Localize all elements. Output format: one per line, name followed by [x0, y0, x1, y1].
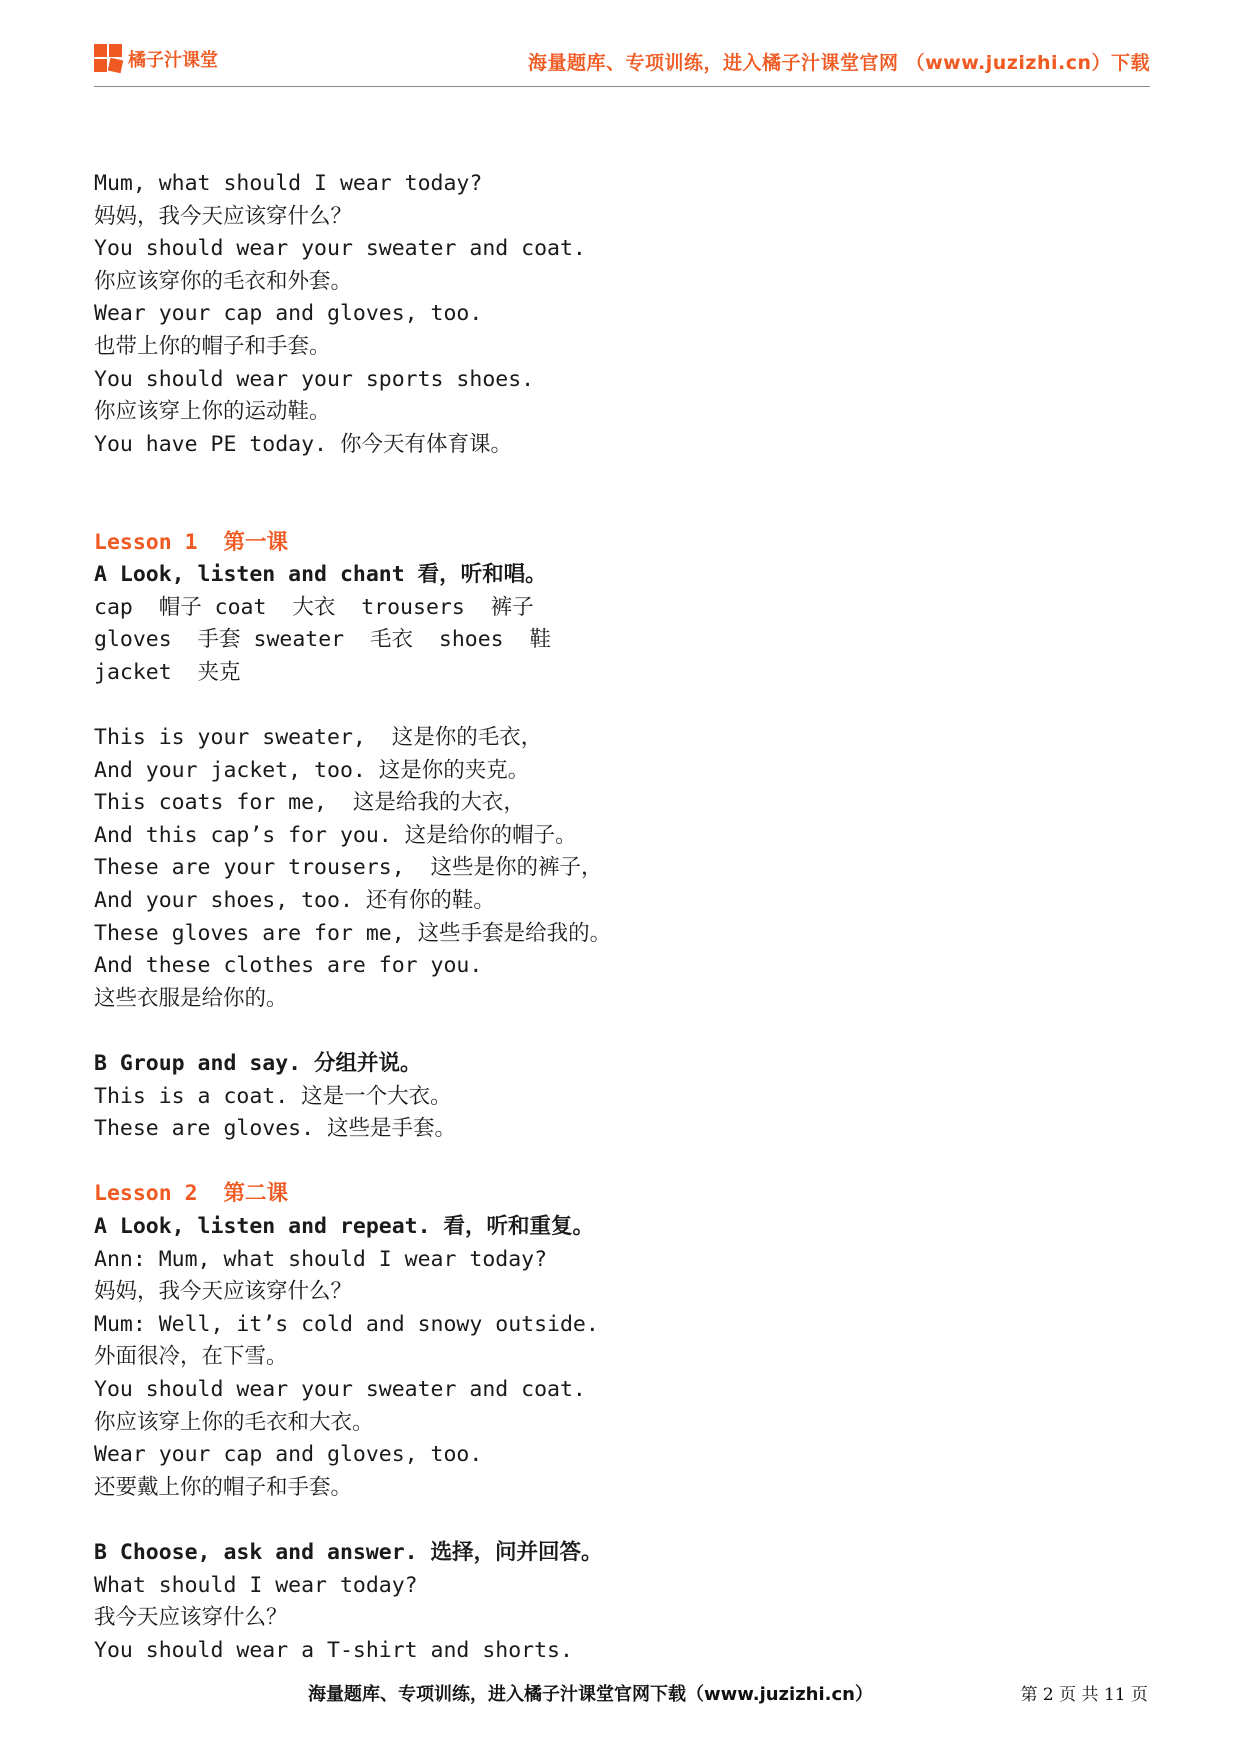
blank-line — [94, 1146, 1144, 1179]
text-line: cap 帽子 coat 大衣 trousers 裤子 — [94, 594, 534, 620]
text-line: 你应该穿你的毛衣和外套。 — [94, 268, 353, 294]
text-line: This coats for me, 这是给我的大衣， — [94, 790, 525, 816]
text-line: Mum, what should I wear today? — [94, 171, 483, 196]
text-line: These are your trousers, 这些是你的裤子， — [94, 855, 603, 881]
section-heading: A Look, listen and repeat. 看，听和重复。 — [94, 1214, 594, 1239]
lesson-heading: Lesson 2 第二课 — [94, 1181, 288, 1207]
text-line: 这些衣服是给你的。 — [94, 985, 288, 1011]
lesson-heading: Lesson 1 第一课 — [94, 529, 288, 555]
header-slogan: 海量题库、专项训练，进入橘子汁课堂官网 （www.juzizhi.cn）下载 — [528, 52, 1150, 74]
section-heading: B Group and say. 分组并说。 — [94, 1051, 422, 1077]
blank-line — [94, 461, 1144, 494]
text-line: These are gloves. 这些是手套。 — [94, 1116, 456, 1142]
page-header — [94, 40, 1150, 87]
text-line: And this cap’s for you. 这是给你的帽子。 — [94, 822, 577, 848]
logo-text: 橘子汁课堂 — [128, 50, 218, 71]
text-line: jacket 夹克 — [94, 659, 241, 685]
blank-line — [94, 690, 1144, 723]
blank-line — [94, 1015, 1144, 1048]
text-line: 我今天应该穿什么？ — [94, 1605, 288, 1631]
text-line: Wear your cap and gloves, too. — [94, 1442, 483, 1468]
text-line: And these clothes are for you. — [94, 953, 483, 979]
text-line: 也带上你的帽子和手套。 — [94, 333, 331, 359]
text-line: This is a coat. 这是一个大衣。 — [94, 1083, 452, 1109]
text-line: 还要戴上你的帽子和手套。 — [94, 1474, 353, 1500]
text-line: 你应该穿上你的毛衣和大衣。 — [94, 1409, 374, 1435]
text-line: 外面很冷，在下雪。 — [94, 1344, 288, 1370]
text-line: 妈妈，我今天应该穿什么？ — [94, 203, 353, 229]
text-line: 妈妈，我今天应该穿什么？ — [94, 1279, 353, 1305]
text-line: gloves 手套 sweater 毛衣 shoes 鞋 — [94, 627, 551, 653]
text-line: What should I wear today? — [94, 1572, 418, 1598]
text-line: 你应该穿上你的运动鞋。 — [94, 399, 331, 425]
page-number: 第 2 页 共 11 页 — [1020, 1685, 1148, 1705]
blank-line — [94, 1504, 1144, 1537]
text-line: You should wear your sports shoes. — [94, 366, 535, 392]
blank-line — [94, 494, 1144, 527]
section-heading: A Look, listen and chant 看，听和唱。 — [94, 562, 547, 588]
section-heading: B Choose, ask and answer. 选择，问并回答。 — [94, 1539, 603, 1565]
text-line: And your shoes, too. 还有你的鞋。 — [94, 888, 495, 914]
text-line: This is your sweater, 这是你的毛衣， — [94, 725, 543, 751]
document-body — [94, 168, 1144, 1667]
text-line: You have PE today. 你今天有体育课。 — [94, 431, 512, 457]
text-line: Ann: Mum, what should I wear today? — [94, 1246, 548, 1272]
text-line: Wear your cap and gloves, too. — [94, 301, 483, 327]
page-footer — [0, 1680, 1240, 1710]
text-line: You should wear your sweater and coat. — [94, 1376, 586, 1402]
text-line: You should wear a T-shirt and shorts. — [94, 1637, 573, 1663]
footer-slogan: 海量题库、专项训练，进入橘子汁课堂官网下载（www.juzizhi.cn） — [308, 1684, 873, 1705]
text-line: Mum: Well, it’s cold and snowy outside. — [94, 1311, 599, 1337]
text-line: You should wear your sweater and coat. — [94, 236, 586, 262]
site-logo[interactable] — [94, 44, 218, 74]
text-line: These gloves are for me, 这些手套是给我的。 — [94, 920, 612, 946]
logo-icon — [94, 44, 124, 74]
text-line: And your jacket, too. 这是你的夹克。 — [94, 757, 530, 783]
